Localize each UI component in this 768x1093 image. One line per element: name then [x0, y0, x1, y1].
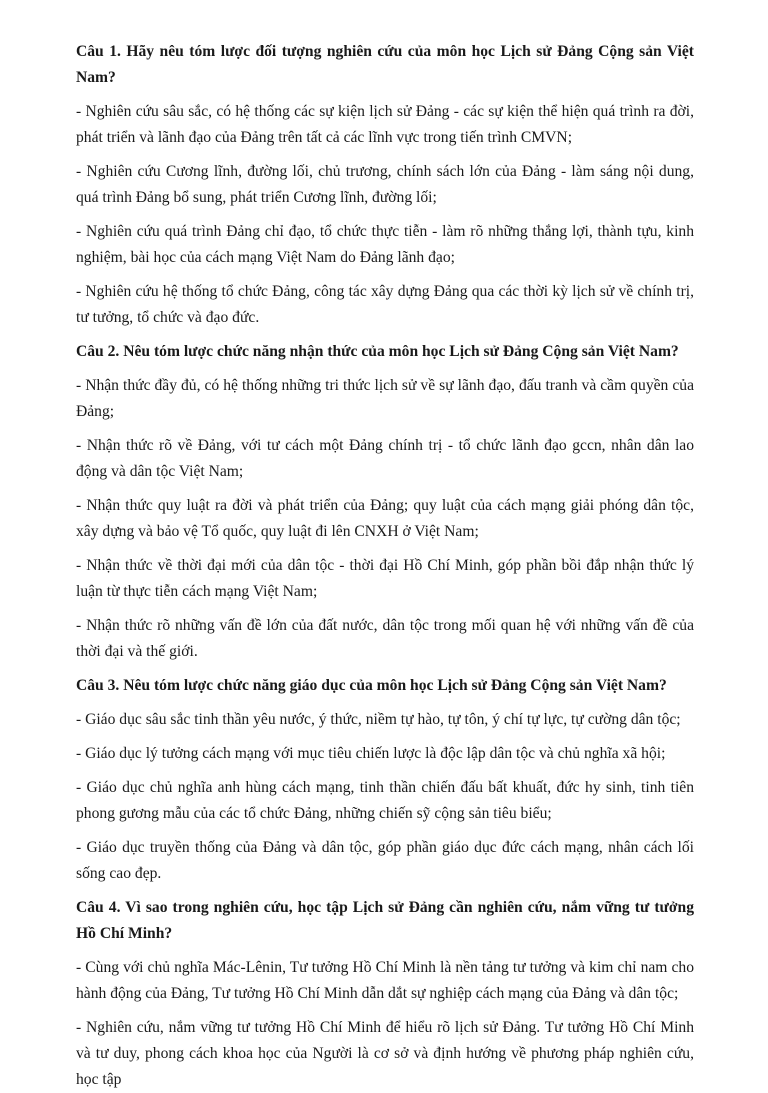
question-heading: Câu 2. Nêu tóm lược chức năng nhận thức của môn học Lịch sử Đảng Cộng sản Việt Nam?	[76, 343, 679, 360]
answer-paragraph: - Giáo dục lý tưởng cách mạng với mục tiêu chiến lược là độc lập dân tộc và chủ nghĩa xã hội;	[76, 745, 666, 762]
section-cau-1	[76, 39, 694, 331]
answer-paragraph: - Nghiên cứu quá trình Đảng chỉ đạo, tổ chức thực tiễn - làm rõ những thắng lợi, thành tựu, kinh nghiệm, bài học của cách mạng Việt Nam do Đảng lãnh đạo;	[76, 223, 694, 266]
answer-paragraph: - Nghiên cứu, nắm vững tư tưởng Hồ Chí Minh để hiểu rõ lịch sử Đảng. Tư tưởng Hồ Chí Minh và tư duy, phong cách khoa học của Người là cơ sở và định hướng về phương pháp nghiên cứu, học tập	[76, 1019, 694, 1088]
answer-paragraph: - Nghiên cứu Cương lĩnh, đường lối, chủ trương, chính sách lớn của Đảng - làm sáng nội dung, quá trình Đảng bổ sung, phát triển Cương lĩnh, đường lối;	[76, 163, 694, 206]
answer-paragraph: - Nhận thức đầy đủ, có hệ thống những tri thức lịch sử về sự lãnh đạo, đấu tranh và cầm quyền của Đảng;	[76, 377, 694, 420]
section-cau-2	[76, 339, 694, 665]
answer-paragraph: - Nhận thức về thời đại mới của dân tộc - thời đại Hồ Chí Minh, góp phần bồi đắp nhận thức lý luận từ thực tiễn cách mạng Việt Nam;	[76, 557, 694, 600]
answer-paragraph: - Giáo dục truyền thống của Đảng và dân tộc, góp phần giáo dục đức cách mạng, nhân cách lối sống cao đẹp.	[76, 839, 694, 882]
answer-paragraph: - Nghiên cứu hệ thống tổ chức Đảng, công tác xây dựng Đảng qua các thời kỳ lịch sử về chính trị, tư tưởng, tổ chức và đạo đức.	[76, 283, 694, 326]
question-heading: Câu 3. Nêu tóm lược chức năng giáo dục của môn học Lịch sử Đảng Cộng sản Việt Nam?	[76, 677, 667, 694]
answer-paragraph: - Nghiên cứu sâu sắc, có hệ thống các sự kiện lịch sử Đảng - các sự kiện thể hiện quá trình ra đời, phát triển và lãnh đạo của Đảng trên tất cả các lĩnh vực trong tiến trình CMVN;	[76, 103, 694, 146]
answer-paragraph: - Cùng với chủ nghĩa Mác-Lênin, Tư tưởng Hồ Chí Minh là nền tảng tư tưởng và kim chỉ nam cho hành động của Đảng, Tư tưởng Hồ Chí Minh dẫn dắt sự nghiệp cách mạng của Đảng và dân tộc;	[76, 959, 694, 1002]
section-cau-3	[76, 673, 694, 887]
answer-paragraph: - Nhận thức quy luật ra đời và phát triển của Đảng; quy luật của cách mạng giải phóng dân tộc, xây dựng và bảo vệ Tổ quốc, quy luật đi lên CNXH ở Việt Nam;	[76, 497, 694, 540]
answer-paragraph: - Nhận thức rõ về Đảng, với tư cách một Đảng chính trị - tổ chức lãnh đạo gccn, nhân dân lao động và dân tộc Việt Nam;	[76, 437, 694, 480]
answer-paragraph: - Giáo dục chủ nghĩa anh hùng cách mạng, tinh thần chiến đấu bất khuất, đức hy sinh, tinh tiên phong gương mẫu của các tổ chức Đảng, những chiến sỹ cộng sản tiêu biểu;	[76, 779, 694, 822]
answer-paragraph: - Giáo dục sâu sắc tinh thần yêu nước, ý thức, niềm tự hào, tự tôn, ý chí tự lực, tự cường dân tộc;	[76, 711, 681, 728]
question-heading: Câu 4. Vì sao trong nghiên cứu, học tập Lịch sử Đảng cần nghiên cứu, nắm vững tư tưởng Hồ Chí Minh?	[76, 899, 694, 942]
section-cau-4	[76, 895, 694, 1093]
answer-paragraph: - Nhận thức rõ những vấn đề lớn của đất nước, dân tộc trong mối quan hệ với những vấn đề của thời đại và thế giới.	[76, 617, 694, 660]
question-heading: Câu 1. Hãy nêu tóm lược đối tượng nghiên cứu của môn học Lịch sử Đảng Cộng sản Việt Nam?	[76, 43, 694, 86]
